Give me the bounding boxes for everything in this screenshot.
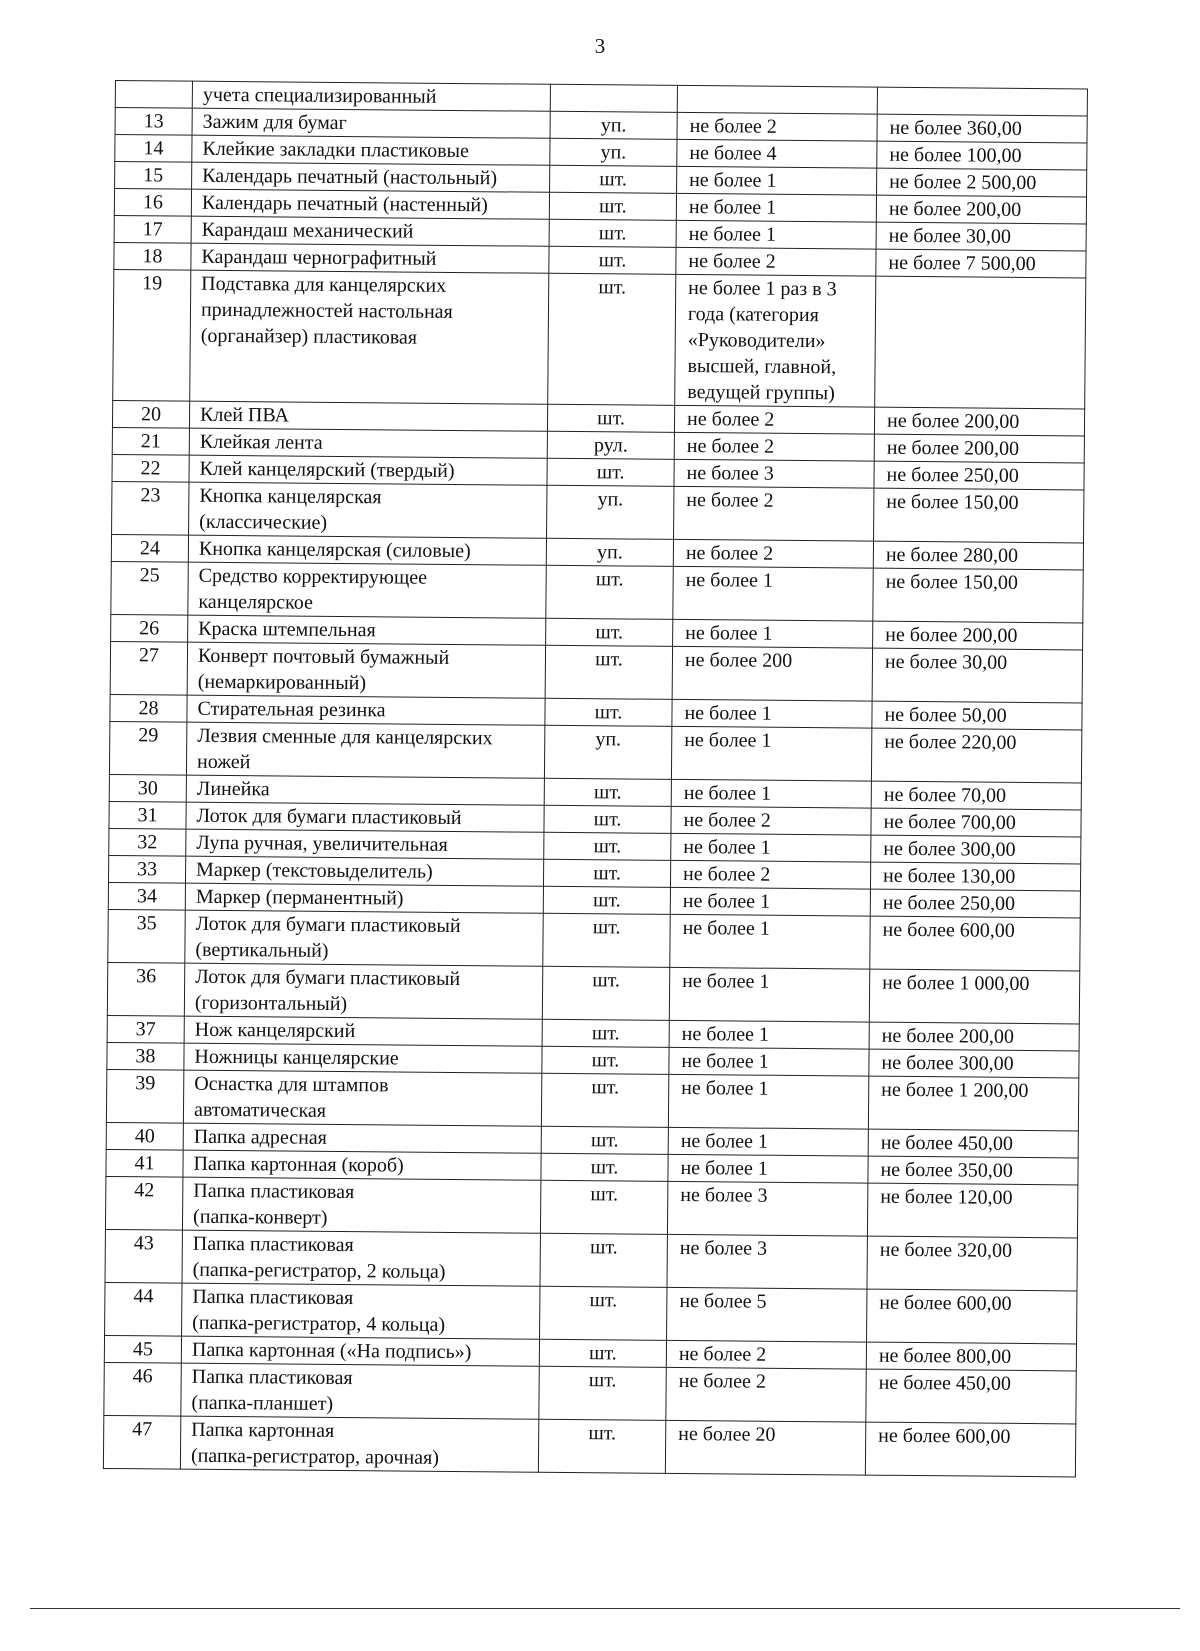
item-name-cell xyxy=(189,482,547,538)
price-cell: не более 250,00 xyxy=(870,889,1080,918)
quantity-line: не более 1 xyxy=(681,1022,770,1046)
unit-cell: шт. xyxy=(544,832,671,860)
item-name-cell xyxy=(183,1123,541,1153)
quantity-cell xyxy=(674,459,874,488)
table-row xyxy=(105,1282,1077,1343)
quantity-line: не более 2 xyxy=(688,250,776,273)
quantity-line: не более 3 xyxy=(686,462,774,485)
table-row xyxy=(103,1415,1075,1476)
quantity-line: не более 1 xyxy=(685,621,773,645)
row-number-cell: 24 xyxy=(111,534,188,562)
unit-cell: шт. xyxy=(543,859,670,887)
price-cell: не более 200,00 xyxy=(876,195,1086,224)
quantity-cell xyxy=(671,779,871,808)
price-cell: не более 200,00 xyxy=(874,407,1084,436)
item-name-cell xyxy=(192,108,550,138)
quantity-cell xyxy=(667,1181,867,1236)
price-cell: не более 30,00 xyxy=(872,648,1082,703)
price-cell: не более 450,00 xyxy=(866,1369,1076,1424)
item-name-line xyxy=(200,375,541,404)
item-name-cell xyxy=(186,722,544,778)
price-cell: не более 350,00 xyxy=(868,1156,1078,1185)
item-name-line: Лоток для бумаги пластиковый xyxy=(195,912,461,938)
price-cell: не более 250,00 xyxy=(874,461,1084,490)
quantity-cell xyxy=(674,486,874,541)
row-number-cell: 17 xyxy=(114,215,191,243)
item-name-line: (папка-конверт) xyxy=(192,1205,328,1229)
quantity-line: не более 1 xyxy=(680,1156,768,1180)
unit-cell: рул. xyxy=(547,431,674,459)
price-cell: не более 7 500,00 xyxy=(876,249,1086,278)
price-cell: не более 300,00 xyxy=(869,1049,1079,1078)
price-cell: не более 150,00 xyxy=(874,488,1084,543)
row-number-cell: 30 xyxy=(109,774,186,802)
item-name-line: Папка пластиковая xyxy=(192,1285,354,1310)
item-name-cell xyxy=(187,695,545,725)
unit-cell: шт. xyxy=(543,886,670,914)
item-name-line: Лоток для бумаги пластиковый xyxy=(196,804,462,830)
quantity-cell xyxy=(674,405,874,434)
price-cell: не более 800,00 xyxy=(866,1342,1076,1371)
item-name-cell xyxy=(192,81,550,111)
price-cell: не более 450,00 xyxy=(868,1129,1078,1158)
item-name-line: Лоток для бумаги пластиковый xyxy=(195,965,461,991)
table-row xyxy=(107,962,1079,1023)
row-number-cell: 34 xyxy=(108,882,185,910)
item-name-cell xyxy=(189,455,547,485)
unit-cell: шт. xyxy=(540,1286,667,1340)
row-number-cell: 45 xyxy=(104,1335,181,1363)
quantity-line: не более 2 xyxy=(678,1342,767,1366)
quantity-cell xyxy=(673,566,873,621)
item-name-line: Ножницы канцелярские xyxy=(194,1045,399,1070)
quantity-cell xyxy=(676,193,876,222)
quantity-line: не более 1 раз в 3 xyxy=(688,277,837,301)
quantity-line: не более 1 xyxy=(682,916,770,940)
item-name-line: (папка-регистратор, 4 кольца) xyxy=(192,1311,446,1336)
quantity-cell xyxy=(667,1287,867,1342)
table-row xyxy=(106,1069,1078,1130)
price-cell: не более 2 500,00 xyxy=(877,168,1087,197)
row-number-cell: 35 xyxy=(108,909,185,963)
item-name-line: (папка-регистратор, 2 кольца) xyxy=(192,1258,446,1283)
supplies-table-body xyxy=(103,81,1087,1477)
item-name-line: Стирательная резинка xyxy=(197,697,386,722)
row-number-cell: 37 xyxy=(107,1015,184,1043)
quantity-line: не более 2 xyxy=(683,808,771,832)
item-name-cell xyxy=(182,1230,540,1286)
row-number-cell: 39 xyxy=(106,1069,183,1123)
quantity-line: не более 5 xyxy=(679,1289,767,1313)
quantity-line xyxy=(690,86,871,114)
unit-cell: уп. xyxy=(546,538,673,566)
item-name-line: Маркер (текстовыделитель) xyxy=(196,858,433,883)
item-name-line: Лезвия сменные для канцелярских xyxy=(197,724,493,750)
quantity-cell xyxy=(670,914,870,969)
row-number-cell: 19 xyxy=(113,269,191,401)
item-name-line: Кнопка канцелярская (силовые) xyxy=(198,537,471,563)
quantity-line: не более 4 xyxy=(689,142,777,165)
quantity-line: не более 20 xyxy=(678,1422,776,1446)
quantity-cell xyxy=(677,112,877,141)
row-number-cell: 14 xyxy=(115,135,192,163)
item-name-cell xyxy=(186,829,544,859)
item-name-cell xyxy=(189,401,547,431)
item-name-cell xyxy=(189,428,547,458)
quantity-cell xyxy=(669,1047,869,1076)
unit-cell: шт. xyxy=(549,192,676,220)
row-number-cell: 13 xyxy=(115,108,192,136)
item-name-cell xyxy=(182,1283,540,1339)
price-cell: не более 700,00 xyxy=(871,808,1081,837)
row-number-cell: 47 xyxy=(103,1415,180,1469)
quantity-line: не более 2 xyxy=(686,435,775,458)
price-cell: не более 360,00 xyxy=(877,114,1087,143)
row-number-cell: 43 xyxy=(105,1229,182,1283)
quantity-cell xyxy=(670,860,870,889)
price-cell: не более 50,00 xyxy=(872,701,1082,730)
quantity-cell xyxy=(677,85,877,114)
item-name-cell xyxy=(185,856,543,886)
row-number-cell: 33 xyxy=(108,855,185,883)
price-cell: не более 30,00 xyxy=(876,222,1086,251)
quantity-line: не более 2 xyxy=(682,862,771,886)
item-name-line: Клей ПВА xyxy=(199,403,290,427)
item-name-line: Линейка xyxy=(196,777,270,801)
table-row xyxy=(105,1229,1077,1290)
item-name-line: Лупа ручная, увеличительная xyxy=(196,831,448,856)
row-number-cell: 27 xyxy=(110,641,187,695)
item-name-line: Краска штемпельная xyxy=(198,617,376,642)
supplies-table-wrapper xyxy=(103,80,1088,1477)
item-name-line: Маркер (перманентный) xyxy=(195,885,404,910)
item-name-line: Клей канцелярский (твердый) xyxy=(199,457,455,482)
price-cell: не более 1 200,00 xyxy=(868,1076,1078,1131)
row-number-cell: 15 xyxy=(115,162,192,190)
quantity-cell xyxy=(667,1234,867,1289)
quantity-line: не более 1 xyxy=(684,728,772,752)
price-cell xyxy=(875,276,1086,409)
quantity-line: не более 1 xyxy=(680,1129,769,1153)
item-name-line: Папка пластиковая xyxy=(191,1365,353,1390)
quantity-cell xyxy=(676,220,876,249)
item-name-line xyxy=(200,349,541,378)
item-name-cell xyxy=(188,562,546,618)
quantity-line: ведущей группы) xyxy=(687,381,835,405)
quantity-cell xyxy=(672,646,872,701)
item-name-line: ножей xyxy=(196,750,251,774)
item-name-cell xyxy=(181,1336,539,1366)
row-number-cell: 44 xyxy=(105,1282,182,1336)
item-name-cell xyxy=(184,1016,542,1046)
quantity-cell xyxy=(666,1367,866,1422)
item-name-cell xyxy=(191,243,549,273)
price-cell: не более 600,00 xyxy=(867,1289,1077,1344)
quantity-cell xyxy=(672,699,872,728)
row-number-cell: 20 xyxy=(112,400,189,428)
unit-cell: шт. xyxy=(539,1339,666,1367)
item-name-cell xyxy=(192,135,550,165)
item-name-cell xyxy=(191,189,549,219)
row-number-cell: 21 xyxy=(112,427,189,455)
bottom-rule xyxy=(30,1608,1180,1609)
item-name-line: (горизонтальный) xyxy=(194,991,348,1016)
price-cell: не более 200,00 xyxy=(873,621,1083,650)
row-number-cell: 16 xyxy=(114,189,191,217)
quantity-cell xyxy=(671,833,871,862)
unit-cell: шт. xyxy=(540,1233,667,1287)
item-name-line: Средство корректирующее xyxy=(198,564,428,589)
price-cell: не более 600,00 xyxy=(870,916,1080,971)
item-name-cell xyxy=(185,910,543,966)
price-cell: не более 130,00 xyxy=(870,862,1080,891)
row-number-cell: 31 xyxy=(109,801,186,829)
item-name-cell xyxy=(191,216,549,246)
row-number-cell: 36 xyxy=(107,962,184,1016)
row-number-cell: 46 xyxy=(104,1362,181,1416)
unit-cell: шт. xyxy=(548,273,676,405)
unit-cell: уп. xyxy=(550,138,677,166)
item-name-cell xyxy=(182,1177,540,1233)
row-number-cell: 29 xyxy=(109,721,186,775)
page-number: 3 xyxy=(594,34,606,58)
price-cell: не более 1 000,00 xyxy=(869,969,1079,1024)
quantity-line: не более 1 xyxy=(681,1049,769,1073)
quantity-cell xyxy=(666,1340,866,1369)
item-name-cell xyxy=(187,642,545,698)
item-name-line: (вертикальный) xyxy=(195,938,329,962)
quantity-cell xyxy=(676,247,876,276)
item-name-cell xyxy=(183,1070,541,1126)
table-row xyxy=(104,1362,1076,1423)
price-cell: не более 100,00 xyxy=(877,141,1087,170)
quantity-cell xyxy=(668,1127,868,1156)
table-row xyxy=(105,1176,1077,1237)
supplies-table xyxy=(103,80,1088,1477)
quantity-cell xyxy=(668,1154,868,1183)
quantity-cell xyxy=(671,726,871,781)
quantity-line: не более 3 xyxy=(679,1236,768,1260)
price-cell: не более 600,00 xyxy=(865,1422,1075,1477)
item-name-cell xyxy=(183,1150,541,1180)
unit-cell: шт. xyxy=(549,219,676,247)
item-name-line: автоматическая xyxy=(193,1098,327,1122)
unit-cell: шт. xyxy=(550,165,677,193)
item-name-line: Зажим для бумаг xyxy=(202,110,347,135)
row-number-cell: 42 xyxy=(105,1176,182,1230)
quantity-line: года (категория xyxy=(687,303,819,327)
quantity-line: не более 1 xyxy=(689,169,777,192)
quantity-cell xyxy=(669,1020,869,1049)
item-name-line: канцелярское xyxy=(198,590,313,614)
quantity-line: не более 1 xyxy=(682,969,770,993)
item-name-cell xyxy=(184,1043,542,1073)
unit-cell: шт. xyxy=(543,913,670,967)
price-cell: не более 300,00 xyxy=(871,835,1081,864)
quantity-line: не более 2 xyxy=(685,542,774,565)
item-name-cell xyxy=(180,1416,538,1472)
quantity-line: не более 200 xyxy=(684,648,793,672)
item-name-line: (органайзер) пластиковая xyxy=(200,324,418,349)
unit-cell: шт. xyxy=(540,1180,667,1234)
item-name-cell xyxy=(188,615,546,645)
unit-cell xyxy=(550,84,677,112)
item-name-line: Папка картонная (короб) xyxy=(193,1152,404,1177)
quantity-line: не более 1 xyxy=(688,196,777,219)
quantity-line: не более 1 xyxy=(681,1076,769,1100)
quantity-line: не более 2 xyxy=(678,1369,766,1393)
quantity-line: не более 2 xyxy=(686,489,774,512)
table-row xyxy=(112,481,1084,542)
row-number-cell: 40 xyxy=(106,1122,183,1150)
item-name-line: Папка картонная xyxy=(191,1418,335,1442)
price-cell: не более 200,00 xyxy=(874,434,1084,463)
quantity-cell xyxy=(669,967,869,1022)
item-name-line: Папка картонная («На подпись») xyxy=(191,1338,472,1364)
row-number-cell: 41 xyxy=(106,1149,183,1177)
row-number-cell: 18 xyxy=(114,242,191,270)
item-name-line: Клейкая лента xyxy=(199,430,323,454)
unit-cell: шт. xyxy=(542,1019,669,1047)
quantity-line: не более 1 xyxy=(684,701,772,725)
row-number-cell: 32 xyxy=(109,828,186,856)
quantity-cell xyxy=(674,432,874,461)
row-number-cell: 22 xyxy=(112,454,189,482)
unit-cell: уп. xyxy=(547,485,674,539)
quantity-line: не более 1 xyxy=(685,568,773,592)
quantity-cell xyxy=(670,887,870,916)
unit-cell: шт. xyxy=(546,565,673,619)
unit-cell: шт. xyxy=(549,246,676,274)
item-name-line: Папка пластиковая xyxy=(193,1179,355,1204)
unit-cell: шт. xyxy=(545,698,672,726)
unit-cell: шт. xyxy=(542,1046,669,1074)
item-name-line: (папка-планшет) xyxy=(191,1391,334,1415)
price-cell: не более 320,00 xyxy=(867,1236,1077,1291)
item-name-cell xyxy=(184,963,542,1019)
item-name-line: принадлежностей настольная xyxy=(200,298,453,323)
item-name-cell xyxy=(188,535,546,565)
unit-cell: шт. xyxy=(545,645,672,699)
item-name-cell xyxy=(186,802,544,832)
quantity-line: «Руководители» xyxy=(687,329,826,353)
unit-cell: шт. xyxy=(547,404,674,432)
price-cell: не более 280,00 xyxy=(873,541,1083,570)
item-name-line: Нож канцелярский xyxy=(194,1018,356,1043)
item-name-line: (папка-регистратор, арочная) xyxy=(190,1444,440,1469)
quantity-cell xyxy=(673,539,873,568)
item-name-cell xyxy=(190,270,549,404)
quantity-cell xyxy=(673,619,873,648)
item-name-line: Подставка для канцелярских xyxy=(201,272,447,297)
table-row xyxy=(111,561,1083,622)
quantity-line: не более 1 xyxy=(683,781,772,805)
price-cell: не более 70,00 xyxy=(871,781,1081,810)
item-name-line: Кнопка канцелярская xyxy=(199,484,382,509)
price-cell: не более 220,00 xyxy=(871,728,1081,783)
quantity-line: не более 3 xyxy=(680,1183,768,1207)
item-name-line: Карандаш чернографитный xyxy=(201,245,437,270)
row-number-cell: 26 xyxy=(111,614,188,642)
unit-cell: шт. xyxy=(542,966,669,1020)
unit-cell: шт. xyxy=(544,805,671,833)
item-name-line: (немаркированный) xyxy=(197,670,367,695)
unit-cell: шт. xyxy=(539,1366,666,1420)
item-name-cell xyxy=(185,883,543,913)
quantity-cell xyxy=(677,139,877,168)
item-name-line: Оснастка для штампов xyxy=(194,1072,389,1097)
unit-cell: шт. xyxy=(546,618,673,646)
unit-cell: уп. xyxy=(550,111,677,139)
item-name-line: (классические) xyxy=(199,510,328,534)
item-name-line: Календарь печатный (настольный) xyxy=(202,164,498,190)
quantity-line: не более 1 xyxy=(683,835,771,859)
price-cell: не более 120,00 xyxy=(867,1183,1077,1238)
quantity-line: не более 2 xyxy=(686,408,775,431)
unit-cell: шт. xyxy=(538,1419,665,1473)
item-name-cell xyxy=(192,162,550,192)
quantity-cell xyxy=(668,1074,868,1129)
row-number-cell: 28 xyxy=(110,694,187,722)
row-number-cell xyxy=(115,81,192,109)
price-cell: не более 200,00 xyxy=(869,1022,1079,1051)
item-name-cell xyxy=(181,1363,539,1419)
price-cell xyxy=(877,87,1087,116)
quantity-cell xyxy=(675,274,876,407)
item-name-line: Конверт почтовый бумажный xyxy=(197,644,450,669)
row-number-cell: 23 xyxy=(112,481,189,535)
table-row xyxy=(109,721,1081,782)
quantity-line: не более 2 xyxy=(689,115,777,138)
price-cell: не более 150,00 xyxy=(873,568,1083,623)
item-name-line: Карандаш механический xyxy=(201,218,414,243)
quantity-cell xyxy=(671,806,871,835)
unit-cell: шт. xyxy=(541,1126,668,1154)
unit-cell: шт. xyxy=(544,778,671,806)
quantity-line: не более 1 xyxy=(688,223,777,246)
unit-cell: шт. xyxy=(541,1153,668,1181)
item-name-line: Папка пластиковая xyxy=(192,1232,354,1257)
item-name-line: Папка адресная xyxy=(193,1125,328,1149)
table-row xyxy=(108,909,1080,970)
item-name-line: Календарь печатный (настенный) xyxy=(201,191,488,217)
table-row xyxy=(110,641,1082,702)
quantity-cell xyxy=(677,166,877,195)
table-row xyxy=(113,269,1086,408)
quantity-line: не более 1 xyxy=(682,889,771,913)
quantity-cell xyxy=(665,1420,865,1475)
item-name-line: учета специализированный xyxy=(202,83,437,108)
row-number-cell: 38 xyxy=(107,1042,184,1070)
item-name-line: Клейкие закладки пластиковые xyxy=(202,137,469,163)
unit-cell: шт. xyxy=(547,458,674,486)
unit-cell: уп. xyxy=(544,725,671,779)
quantity-line: высшей, главной, xyxy=(687,355,837,379)
item-name-cell xyxy=(186,775,544,805)
unit-cell: шт. xyxy=(541,1073,668,1127)
row-number-cell: 25 xyxy=(111,561,188,615)
